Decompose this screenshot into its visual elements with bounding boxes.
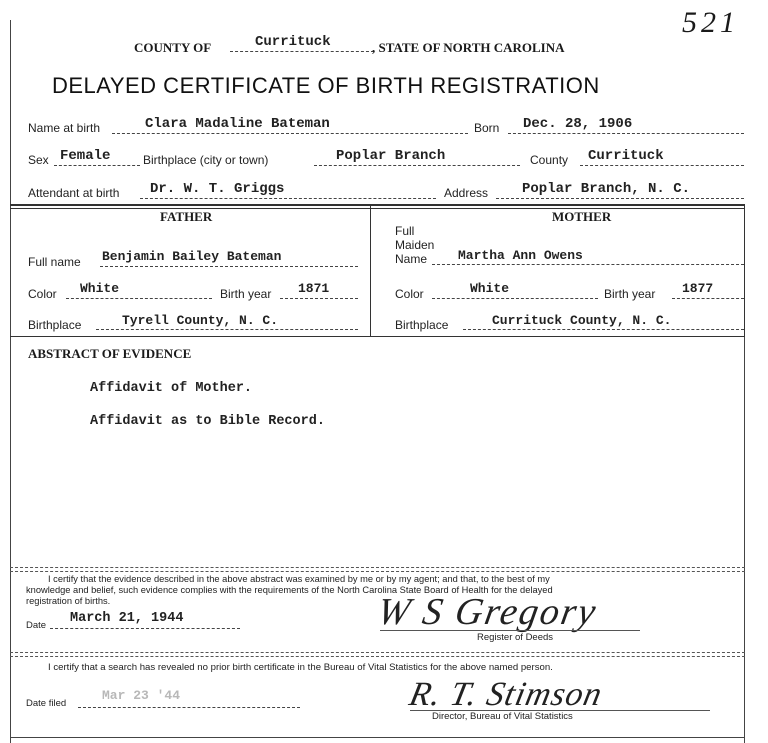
name-at-birth-value: Clara Madaline Bateman bbox=[145, 116, 330, 132]
certification-text-2: knowledge and belief, such evidence complies with the requirements of the North Carolina State Board of Health for the delayed bbox=[26, 585, 553, 595]
sex-label: Sex bbox=[28, 153, 49, 167]
born-value: Dec. 28, 1906 bbox=[523, 116, 633, 132]
father-birthplace-fill-line bbox=[96, 329, 358, 330]
certification-date-fill-line bbox=[50, 628, 240, 629]
date-filed-fill-line bbox=[78, 707, 300, 708]
father-color-label: Color bbox=[28, 287, 57, 301]
mother-heading: MOTHER bbox=[552, 209, 612, 224]
date-filed-label: Date filed bbox=[26, 698, 67, 709]
filing-top-rule-2 bbox=[10, 656, 745, 657]
parents-bottom-rule bbox=[10, 336, 745, 337]
director-signature: R. T. Stimson bbox=[406, 676, 606, 713]
father-birth-year-value: 1871 bbox=[298, 281, 330, 296]
mother-birth-year-value: 1877 bbox=[682, 281, 714, 296]
father-birthplace-label: Birthplace bbox=[28, 318, 82, 332]
evidence-line-1: Affidavit of Mother. bbox=[90, 381, 253, 396]
mother-color-fill-line bbox=[432, 298, 598, 299]
evidence-line-2: Affidavit as to Bible Record. bbox=[90, 414, 325, 429]
name-fill-line bbox=[112, 133, 468, 134]
county-fill-line bbox=[230, 51, 374, 52]
father-color-fill-line bbox=[66, 298, 212, 299]
attendant-fill-line bbox=[140, 198, 436, 199]
mother-maiden-label: Maiden bbox=[395, 238, 435, 252]
state-label: , STATE OF NORTH CAROLINA bbox=[372, 40, 565, 55]
register-signature-line bbox=[380, 630, 640, 631]
parents-top-rule bbox=[10, 204, 745, 206]
father-birth-year-label: Birth year bbox=[220, 287, 272, 301]
right-border-bottom bbox=[744, 337, 745, 743]
address-fill-line bbox=[496, 198, 744, 199]
birthplace-fill-line bbox=[314, 165, 520, 166]
certification-date-value: March 21, 1944 bbox=[70, 611, 184, 626]
right-border-top bbox=[744, 204, 745, 337]
mother-name-value: Martha Ann Owens bbox=[458, 248, 583, 263]
mother-birthplace-fill-line bbox=[463, 329, 744, 330]
county-field-value: Currituck bbox=[588, 148, 664, 164]
father-color-value: White bbox=[80, 281, 120, 296]
born-fill-line bbox=[508, 133, 744, 134]
attendant-label: Attendant at birth bbox=[28, 186, 120, 200]
county-field-fill-line bbox=[580, 165, 744, 166]
mother-birthplace-label: Birthplace bbox=[395, 318, 449, 332]
sex-value: Female bbox=[60, 148, 111, 164]
mother-name-fill-line bbox=[432, 264, 744, 265]
mother-full-label: Full bbox=[395, 224, 415, 238]
filing-top-rule bbox=[10, 652, 745, 653]
register-signature: W S Gregory bbox=[374, 591, 601, 633]
page-number: 521 bbox=[682, 6, 739, 39]
father-birthplace-value: Tyrell County, N. C. bbox=[122, 313, 279, 328]
mother-name-label: Name bbox=[395, 252, 428, 266]
attendant-value: Dr. W. T. Griggs bbox=[150, 181, 285, 197]
parents-divider bbox=[370, 206, 371, 336]
birthplace-label: Birthplace (city or town) bbox=[143, 153, 269, 167]
address-label: Address bbox=[444, 186, 489, 200]
name-at-birth-label: Name at birth bbox=[28, 121, 101, 135]
birthplace-value: Poplar Branch bbox=[336, 148, 446, 164]
county-label: COUNTY OF bbox=[134, 40, 212, 55]
father-year-fill-line bbox=[280, 298, 358, 299]
certification-date-label: Date bbox=[26, 620, 47, 631]
bottom-rule bbox=[10, 737, 745, 738]
date-filed-stamp: Mar 23 '44 bbox=[102, 688, 181, 703]
mother-color-value: White bbox=[470, 281, 510, 296]
certification-text-1: I certify that the evidence described in the above abstract was examined by me or by my agent; and that, to the best of my bbox=[48, 574, 550, 584]
address-value: Poplar Branch, N. C. bbox=[522, 181, 691, 197]
evidence-heading: ABSTRACT OF EVIDENCE bbox=[28, 346, 192, 361]
left-border bbox=[10, 20, 11, 743]
mother-year-fill-line bbox=[672, 298, 744, 299]
father-name-fill-line bbox=[100, 266, 358, 267]
father-full-name-value: Benjamin Bailey Bateman bbox=[102, 249, 282, 264]
father-heading: FATHER bbox=[160, 209, 213, 224]
father-full-name-label: Full name bbox=[28, 255, 81, 269]
parents-top-rule-2 bbox=[10, 208, 745, 209]
mother-birth-year-label: Birth year bbox=[604, 287, 656, 301]
born-label: Born bbox=[474, 121, 500, 135]
certification-top-rule bbox=[10, 567, 745, 568]
register-of-deeds-label: Register of Deeds bbox=[477, 632, 554, 643]
certification-text-3: registration of births. bbox=[26, 596, 111, 606]
county-field-label: County bbox=[530, 153, 569, 167]
mother-color-label: Color bbox=[395, 287, 424, 301]
certification-top-rule-2 bbox=[10, 571, 745, 572]
search-certification-text: I certify that a search has revealed no prior birth certificate in the Bureau of Vital Statistics for the above named person. bbox=[48, 662, 553, 673]
county-value: Currituck bbox=[255, 34, 331, 50]
mother-birthplace-value: Currituck County, N. C. bbox=[492, 313, 672, 328]
certificate-title: DELAYED CERTIFICATE OF BIRTH REGISTRATION bbox=[52, 73, 600, 98]
sex-fill-line bbox=[54, 165, 140, 166]
director-label: Director, Bureau of Vital Statistics bbox=[432, 711, 573, 722]
